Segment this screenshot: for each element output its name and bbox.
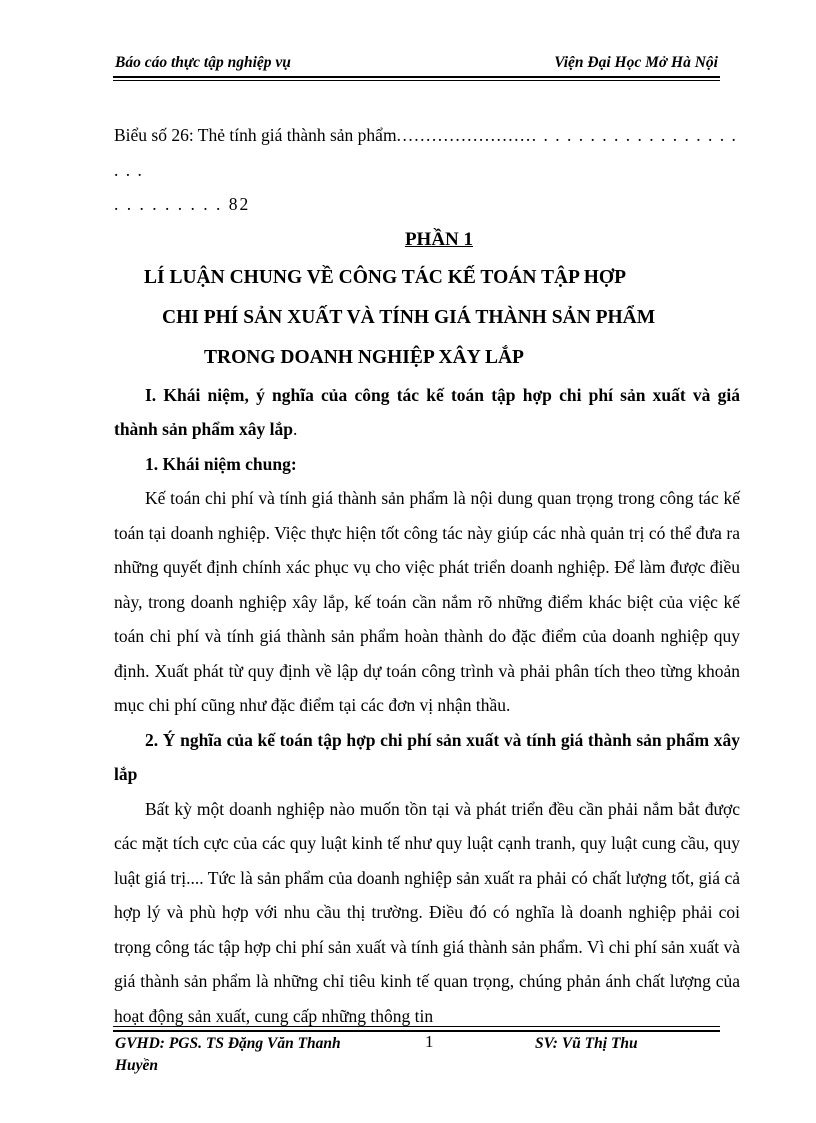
section-heading [114,378,740,447]
footer-rule-thin [113,1026,720,1027]
toc-entry-title: Biểu số 26: Thẻ tính giá thành sản phẩm [114,125,397,145]
header-rule-thick [113,76,720,78]
footer-supervisor: GVHD: PGS. TS Đặng Văn Thanh Huyền [115,1035,341,1074]
subsection-2-paragraph: Bất kỳ một doanh nghiệp nào muốn tồn tại và phát triển đều cần phải nắm bắt được các mặt tích cực của các quy luật kinh tế như quy luật cạnh tranh, quy luật cung cầu, quy luật giá trị.... Tức là sản phẩm của doanh nghiệp sản xuất ra phải có chất lượng tốt, giá cả hợp lý và phù hợp với nhu cầu thị trường. Điều đó có nghĩa là doanh nghiệp phải coi trọng công tác tập hợp chi phí sản xuất và tính giá thành sản phẩm. Vì chi phí sản xuất và giá thành sản phẩm là những chỉ tiêu kinh tế quan trọng, chúng phản ánh chất lượng của hoạt động sản xuất, cung cấp những thông tin [114,798,740,1026]
header-report-title: Báo cáo thực tập nghiệp vụ [115,54,291,71]
toc-entry [114,118,740,187]
toc-entry-page: . . . . . . . . . 82 [114,194,251,214]
subsection-1-heading: 1. Khái niệm chung: [145,453,297,474]
page-header [113,52,718,78]
footer-rule-thick [113,1030,720,1032]
section-heading-text: I. Khái niệm, ý nghĩa của công tác kế toán tập hợp chi phí sản xuất và giá thành sản phẩm xây lắp [114,384,740,439]
part-title-line-1: LÍ LUẬN CHUNG VỀ CÔNG TÁC KẾ TOÁN TẬP HỢP [144,266,626,288]
section-heading-period: . [292,419,298,439]
part-title-line-3: TRONG DOANH NGHIỆP XÂY LẮP [204,346,524,368]
header-rule-thin [113,80,720,81]
part-title-line-2: CHI PHÍ SẢN XUẤT VÀ TÍNH GIÁ THÀNH SẢN PHẨM [162,306,656,328]
subsection-2-heading: 2. Ý nghĩa của kế toán tập hợp chi phí sản xuất và tính giá thành sản phẩm xây lắp [114,729,740,784]
toc-entry-leader: ........................ . . . . . . . . . . . . . . . . . . . . [114,125,738,180]
part-label: PHẦN 1 [404,228,474,250]
page-body [114,118,740,1033]
page-number: 1 [425,1032,434,1051]
subsection-1-paragraph: Kế toán chi phí và tính giá thành sản phẩm là nội dung quan trọng trong công tác kế toán tại doanh nghiệp. Việc thực hiện tốt công tác này giúp các nhà quản trị có thể đưa ra những quyết định chính xác phục vụ cho việc phát triển doanh nghiệp. Để làm được điều này, trong doanh nghiệp xây lắp, kế toán cần nắm rõ những điểm khác biệt của việc kế toán chi phí và tính giá thành sản phẩm hoàn thành do đặc điểm của doanh nghiệp quy định. Xuất phát từ quy định về lập dự toán công trình và phải phân tích theo từng khoản mục chi phí cũng như đặc điểm tại các đơn vị nhận thầu. [114,488,740,715]
header-institution: Viện Đại Học Mở Hà Nội [554,54,718,71]
footer-student: SV: Vũ Thị Thu [535,1035,638,1052]
